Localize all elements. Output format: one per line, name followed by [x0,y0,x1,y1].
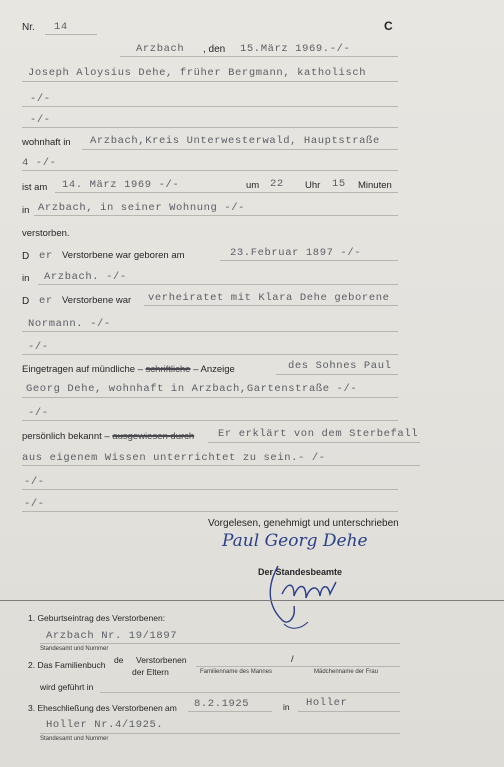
filler-dash: -/- [28,407,49,419]
ist-am-label: ist am [22,182,48,193]
rule [22,489,398,490]
death-place: Arzbach, in seiner Wohnung -/- [38,202,246,214]
rule [208,442,420,443]
rule [22,127,398,128]
note-1-label: 1. Geburtseintrag des Verstorbenen: [28,613,166,623]
den-label: , den [203,44,226,55]
rule [188,711,272,712]
bekannt-value: Er erklärt von dem Sterbefall [218,428,419,440]
death-hour: 22 [270,178,284,190]
rule [22,465,420,466]
uhr-label: Uhr [305,180,321,191]
rule [100,692,400,693]
note-2-eltern: der Eltern [132,667,169,677]
rule [22,81,398,82]
note-3-value: Holler Nr.4/1925. [46,719,164,731]
registration-cont: Georg Dehe, wohnhaft in Arzbach,Gartenstraße -/- [26,383,358,395]
rule [34,215,398,216]
filler-dash: -/- [30,93,51,105]
filler-dash: -/- [30,114,51,126]
declarant-signature: Paul Georg Dehe [222,531,368,551]
rule [82,149,398,150]
birth-date: 23.Februar 1897 -/- [230,247,362,259]
birth-place: Arzbach. -/- [44,271,127,283]
note-1-caption: Standesamt und Nummer [40,646,109,652]
birth-label: Verstorbene war geboren am [62,250,185,261]
note-2-caption-wife: Mädchenname der Frau [314,669,379,675]
rule [22,106,398,107]
note-2-caption-husband: Familienname des Mannes [200,669,273,675]
registrar-label: Der Standesbeamte [258,567,343,577]
marital-status: verheiratet mit Klara Dehe geborene [148,292,390,304]
rule [38,284,398,285]
rule [40,733,400,734]
note-2-label: 2. Das Familienbuch [28,660,106,670]
note-2-slash: / [291,654,294,665]
marital-article: er [39,295,53,307]
rule [276,374,398,375]
marital-cont: Normann. -/- [28,318,111,330]
closing-text: Vorgelesen, genehmigt und unterschrieben [208,518,399,529]
marital-label: Verstorbene war [62,295,132,306]
note-3-in: in [283,702,290,712]
place-value: Arzbach [136,43,185,55]
nr-underline [45,34,97,35]
note-3-caption: Standesamt und Nummer [40,736,109,742]
um-label: um [246,180,260,191]
note-2-verstorbenen: Verstorbenen [136,655,187,665]
filler-dash: -/- [24,476,45,488]
struck-schriftliche: schriftliche [145,364,191,375]
wohnhaft-label: wohnhaft in [22,137,71,148]
residence-value: Arzbach,Kreis Unterwesterwald, Hauptstraße [90,135,380,147]
birth-d-label: D [22,251,30,262]
death-place-in-label: in [22,205,30,216]
nr-value: 14 [54,21,68,33]
filler-dash: -/- [28,341,49,353]
place-date-underline [120,56,398,57]
registration-label: Eingetragen auf mündliche – schriftliche – Anzeige [22,364,235,375]
note-2-de: de [114,655,124,665]
rule [144,305,398,306]
rule [55,192,398,193]
note-1-value: Arzbach Nr. 19/1897 [46,630,178,642]
filler-dash: -/- [24,498,45,510]
rule [220,260,398,261]
death-minutes: 15 [332,178,346,190]
verstorben-label: verstorben. [22,228,70,239]
rule [22,420,398,421]
bekannt-label: persönlich bekannt – ausgewiesen durch [22,431,195,442]
minuten-label: Minuten [358,180,392,191]
rule [196,666,400,667]
note-3-label: 3. Eheschließung des Verstorbenen am [28,703,177,713]
corner-letter: C [384,19,393,33]
document-date: 15.März 1969.-/- [240,43,351,55]
residence-cont: 4 -/- [22,157,57,169]
deceased-name-line: Joseph Aloysius Dehe, früher Bergmann, katholisch [28,67,367,79]
registration-value: des Sohnes Paul [288,360,392,372]
birth-article: er [39,250,53,262]
note-3-date: 8.2.1925 [194,698,250,710]
marital-d-label: D [22,296,30,307]
rule [40,643,400,644]
birth-in-label: in [22,273,30,284]
rule [22,397,398,398]
rule [22,354,398,355]
struck-ausgewiesen: ausgewiesen durch [112,431,195,442]
registrar-signature-icon [264,560,346,632]
death-date: 14. März 1969 -/- [62,179,180,191]
rule [22,331,398,332]
note-3-place: Holler [306,697,348,709]
rule [22,170,398,171]
rule [22,511,398,512]
notes-separator [0,600,504,601]
nr-label: Nr. [22,22,35,33]
bekannt-cont: aus eigenem Wissen unterrichtet zu sein.- /- [22,452,326,464]
note-2-gefuehrt: wird geführt in [40,682,94,692]
rule [298,711,400,712]
